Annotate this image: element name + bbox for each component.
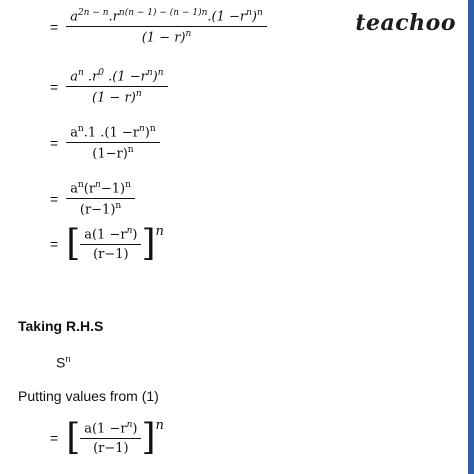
numerator: $a(1 -r^n)$ xyxy=(80,420,141,439)
equation-step-1 xyxy=(50,8,267,46)
equals-sign: = xyxy=(50,18,59,35)
bracketed-fraction xyxy=(66,223,164,265)
rhs-heading: Taking R.H.S xyxy=(18,318,104,334)
fraction xyxy=(80,226,141,262)
denominator: $(1 - r)^n$ xyxy=(92,89,142,106)
teachoo-logo: teachoo xyxy=(355,10,456,36)
equation-step-4 xyxy=(50,180,135,218)
bracketed-fraction xyxy=(66,417,164,459)
equals-sign: = xyxy=(50,78,59,95)
equals-sign: = xyxy=(50,430,59,447)
fraction xyxy=(80,420,141,456)
denominator: $(1 - r)^n$ xyxy=(141,29,192,46)
right-bracket: ] xyxy=(141,417,156,459)
denominator: $(r-1)^n$ xyxy=(79,201,122,218)
side-accent-bar xyxy=(468,0,474,474)
putting-values-text: Putting values from (1) xyxy=(18,388,159,404)
numerator: $a(1 -r^n)$ xyxy=(80,226,141,245)
numerator: $a^n(r^n-1)^n$ xyxy=(66,180,135,199)
equals-sign: = xyxy=(50,134,59,151)
equation-step-3 xyxy=(50,124,160,162)
equation-step-5 xyxy=(50,223,164,265)
fraction xyxy=(66,68,167,106)
fraction xyxy=(66,124,159,162)
power-exponent: n xyxy=(155,418,164,433)
fraction xyxy=(66,8,267,46)
denominator: (r−1) xyxy=(93,247,129,263)
equals-sign: = xyxy=(50,190,59,207)
final-equation xyxy=(50,417,164,459)
equation-step-2 xyxy=(50,68,168,106)
fraction xyxy=(66,180,135,218)
numerator: $a^n.1$ $.(1 -r^n)^n$ xyxy=(66,124,159,143)
equals-sign: = xyxy=(50,236,59,253)
right-bracket: ] xyxy=(141,223,156,265)
left-bracket: [ xyxy=(66,417,81,459)
numerator: $a^{2n - n}.r^{n(n - 1) - (n - 1)n}.(1 -r^n)^n$ xyxy=(66,8,267,27)
numerator: $a^n$ $.r^0$ $.(1 -r^n)^n$ xyxy=(66,68,167,87)
left-bracket: [ xyxy=(66,223,81,265)
power-exponent: n xyxy=(155,224,164,239)
denominator: $(1-r)^n$ xyxy=(92,145,134,162)
denominator: (r−1) xyxy=(93,441,129,457)
sn-term: $S^n$ xyxy=(56,354,71,371)
